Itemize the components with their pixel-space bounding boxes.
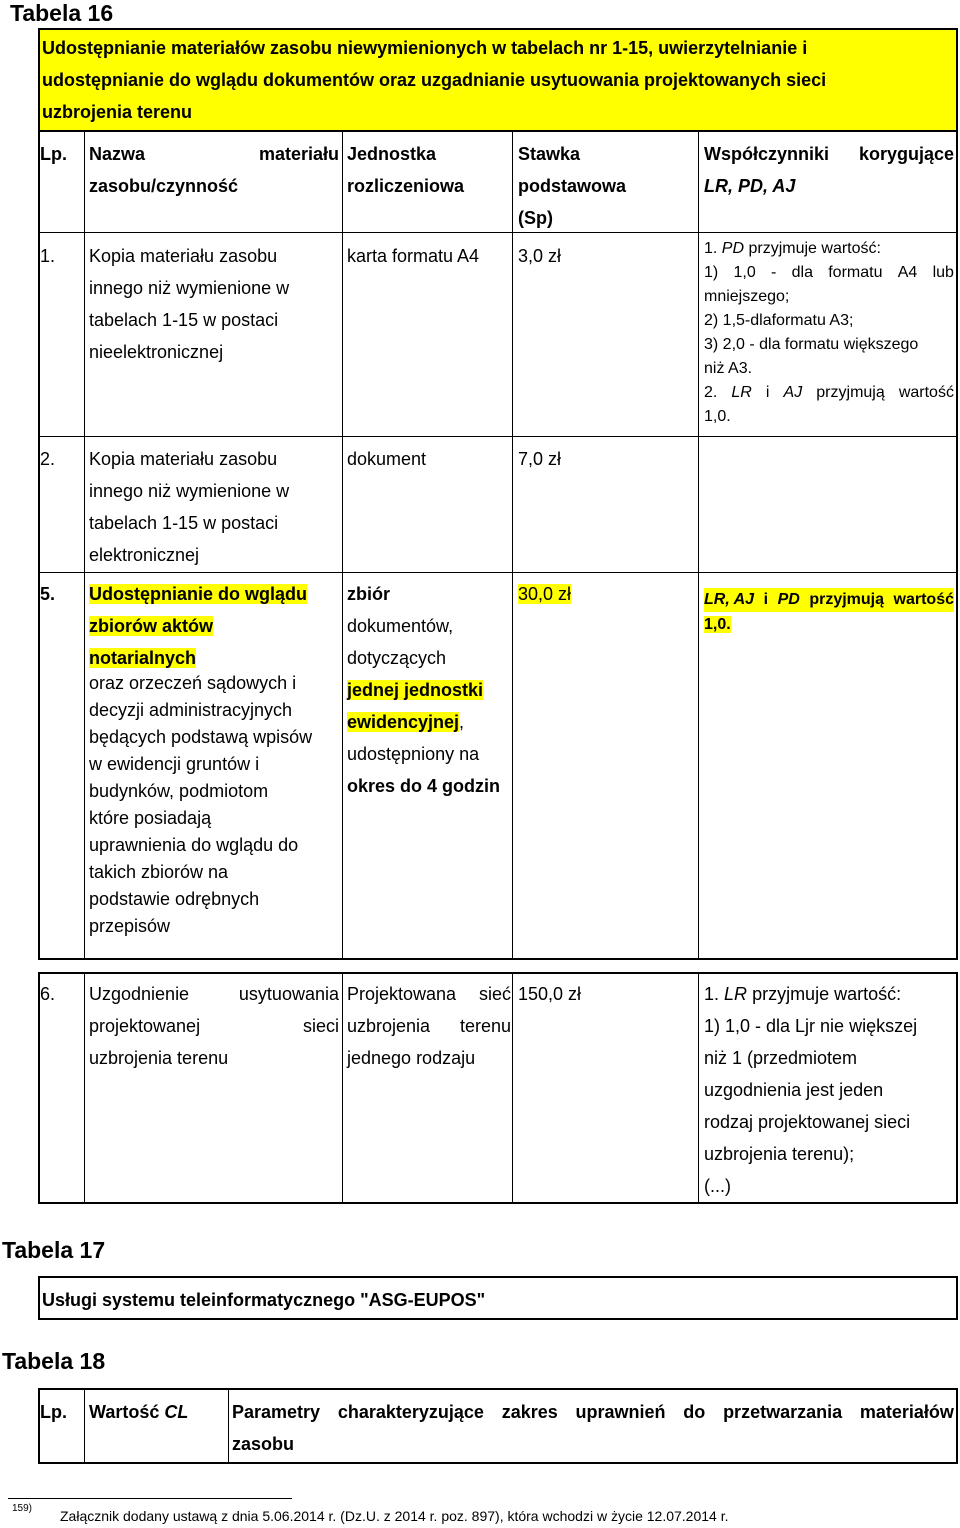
row1-rate: 3,0 zł <box>518 246 562 266</box>
row5-name-9: które posiadają <box>89 808 212 828</box>
tabela-18-col-value: Wartość CL <box>89 1402 189 1422</box>
row1-coef-6: niż A3. <box>704 360 753 377</box>
row6-unit-3: jednego rodzaju <box>347 1048 476 1068</box>
row5-name-5: decyzji administracyjnych <box>89 700 293 720</box>
row2-unit: dokument <box>347 449 427 469</box>
tabela-16-header <box>38 28 958 132</box>
row6-coef-7: (...) <box>704 1176 731 1196</box>
tabela-18-col-params-1: Parametry charakteryzujące zakres uprawnień do przetwarzania materiałów <box>232 1402 954 1422</box>
row6-coef-1: 1. LR przyjmuje wartość: <box>704 984 902 1004</box>
row5-name-10: uprawnienia do wglądu do <box>89 835 299 855</box>
row5-coef-1: LR, AJ i PD przyjmują wartość <box>704 588 954 612</box>
row1-name-2: innego niż wymienione w <box>89 278 290 298</box>
row1-coef-7: 2. LR i AJ przyjmują wartość <box>704 384 954 401</box>
tabela-16-title: Tabela 16 <box>10 0 114 26</box>
header-line-2: udostępnianie do wglądu dokumentów oraz uzgadnianie usytuowania projektowanych sieci <box>42 70 827 90</box>
row5-unit-2: dokumentów, <box>347 616 454 636</box>
footnote-rule <box>8 1498 292 1499</box>
row5-unit-6: udostępniony na <box>347 744 480 764</box>
row6-name-3: uzbrojenia terenu <box>89 1048 229 1068</box>
row6-coef-2: 1) 1,0 - dla Ljr nie większej <box>704 1016 918 1036</box>
row2-name-2: innego niż wymienione w <box>89 481 290 501</box>
row6-coef-5: rodzaj projektowanej sieci <box>704 1112 911 1132</box>
header-line-1: Udostępnianie materiałów zasobu niewymienionych w tabelach nr 1-15, uwierzytelnianie i <box>42 38 808 58</box>
row1-coef-3: mniejszego; <box>704 288 790 305</box>
row1-name-3: tabelach 1-15 w postaci <box>89 310 279 330</box>
tabela-17-header <box>38 1276 958 1320</box>
row5-name-6: będących podstawą wpisów <box>89 727 313 747</box>
row1-coef-8: 1,0. <box>704 408 731 425</box>
row6-unit-1: Projektowana sieć <box>347 984 511 1004</box>
tabela-17-title: Tabela 17 <box>2 1237 106 1263</box>
row5-name-11: takich zbiorów na <box>89 862 229 882</box>
col-rate-line2: podstawowa <box>518 176 627 196</box>
row1-coef-1: 1. PD przyjmuje wartość: <box>704 240 881 257</box>
row5-rate: 30,0 zł <box>518 584 572 604</box>
row5-unit-7: okres do 4 godzin <box>347 776 501 796</box>
col-lp: Lp. <box>40 144 67 164</box>
row5-name-7: w ewidencji gruntów i <box>89 754 260 774</box>
tabela-18-title: Tabela 18 <box>2 1348 106 1374</box>
row6-name-2: projektowanej sieci <box>89 1016 339 1036</box>
col-unit-line1: Jednostka <box>347 144 437 164</box>
row1-coef-5: 3) 2,0 - dla formatu większego <box>704 336 919 353</box>
row2-name-4: elektronicznej <box>89 545 200 565</box>
row1-lp: 1. <box>40 246 56 266</box>
row6-unit-2: uzbrojenia terenu <box>347 1016 511 1036</box>
row5-lp: 5. <box>40 584 56 604</box>
row6-coef-4: uzgodnienia jest jeden <box>704 1080 884 1100</box>
row5-unit-4: jednej jednostki <box>347 680 484 700</box>
row1-coef-2: 1) 1,0 - dla formatu A4 lub <box>704 264 954 281</box>
row1-coef-4: 2) 1,5-dlaformatu A3; <box>704 312 854 329</box>
row5-unit-3: dotyczących <box>347 648 447 668</box>
row2-lp: 2. <box>40 449 56 469</box>
col-coef-line2: LR, PD, AJ <box>704 176 796 196</box>
row5-name-13: przepisów <box>89 916 171 936</box>
footnote-text: Załącznik dodany ustawą z dnia 5.06.2014 r. (Dz.U. z 2014 r. poz. 897), która wchodzi w życie 12.07.2014 r. <box>60 1508 729 1524</box>
tabela-18-col-lp: Lp. <box>40 1402 67 1422</box>
row6-rate: 150,0 zł <box>518 984 582 1004</box>
row5-unit-5b: , <box>459 712 465 732</box>
tabela-18-col-params-2: zasobu <box>232 1434 295 1454</box>
row2-name-1: Kopia materiału zasobu <box>89 449 278 469</box>
col-rate-line1: Stawka <box>518 144 581 164</box>
row2-rate: 7,0 zł <box>518 449 562 469</box>
row5-name-hl-3: notarialnych <box>89 648 197 668</box>
row5-unit-1: zbiór <box>347 584 390 604</box>
tabela-17-header-text: Usługi systemu teleinformatycznego "ASG-EUPOS" <box>42 1290 486 1310</box>
row5-name-12: podstawie odrębnych <box>89 889 260 909</box>
row5-name-hl-2: zbiorów aktów <box>89 616 214 636</box>
row1-unit: karta formatu A4 <box>347 246 480 266</box>
row5-name-hl-1: Udostępnianie do wglądu <box>89 584 308 604</box>
header-line-3: uzbrojenia terenu <box>42 102 193 122</box>
row6-coef-3: niż 1 (przedmiotem <box>704 1048 858 1068</box>
row5-coef-2: 1,0. <box>704 616 731 633</box>
row1-name-1: Kopia materiału zasobu <box>89 246 278 266</box>
col-name-line1: Nazwa materiału <box>89 144 339 164</box>
col-name-line2: zasobu/czynność <box>89 176 239 196</box>
row5-unit-5: ewidencyjnej <box>347 712 460 732</box>
col-unit-line2: rozliczeniowa <box>347 176 465 196</box>
row1-name-4: nieelektronicznej <box>89 342 224 362</box>
row2-name-3: tabelach 1-15 w postaci <box>89 513 279 533</box>
col-rate-line3: (Sp) <box>518 208 553 228</box>
col-coef-line1: Współczynniki korygujące <box>704 144 954 164</box>
row6-lp: 6. <box>40 984 56 1004</box>
footnote-mark: 159) <box>12 1503 33 1514</box>
row5-name-8: budynków, podmiotom <box>89 781 269 801</box>
row6-coef-6: uzbrojenia terenu); <box>704 1144 855 1164</box>
row6-name-1: Uzgodnienie usytuowania <box>89 984 339 1004</box>
row5-name-4: oraz orzeczeń sądowych i <box>89 673 297 693</box>
